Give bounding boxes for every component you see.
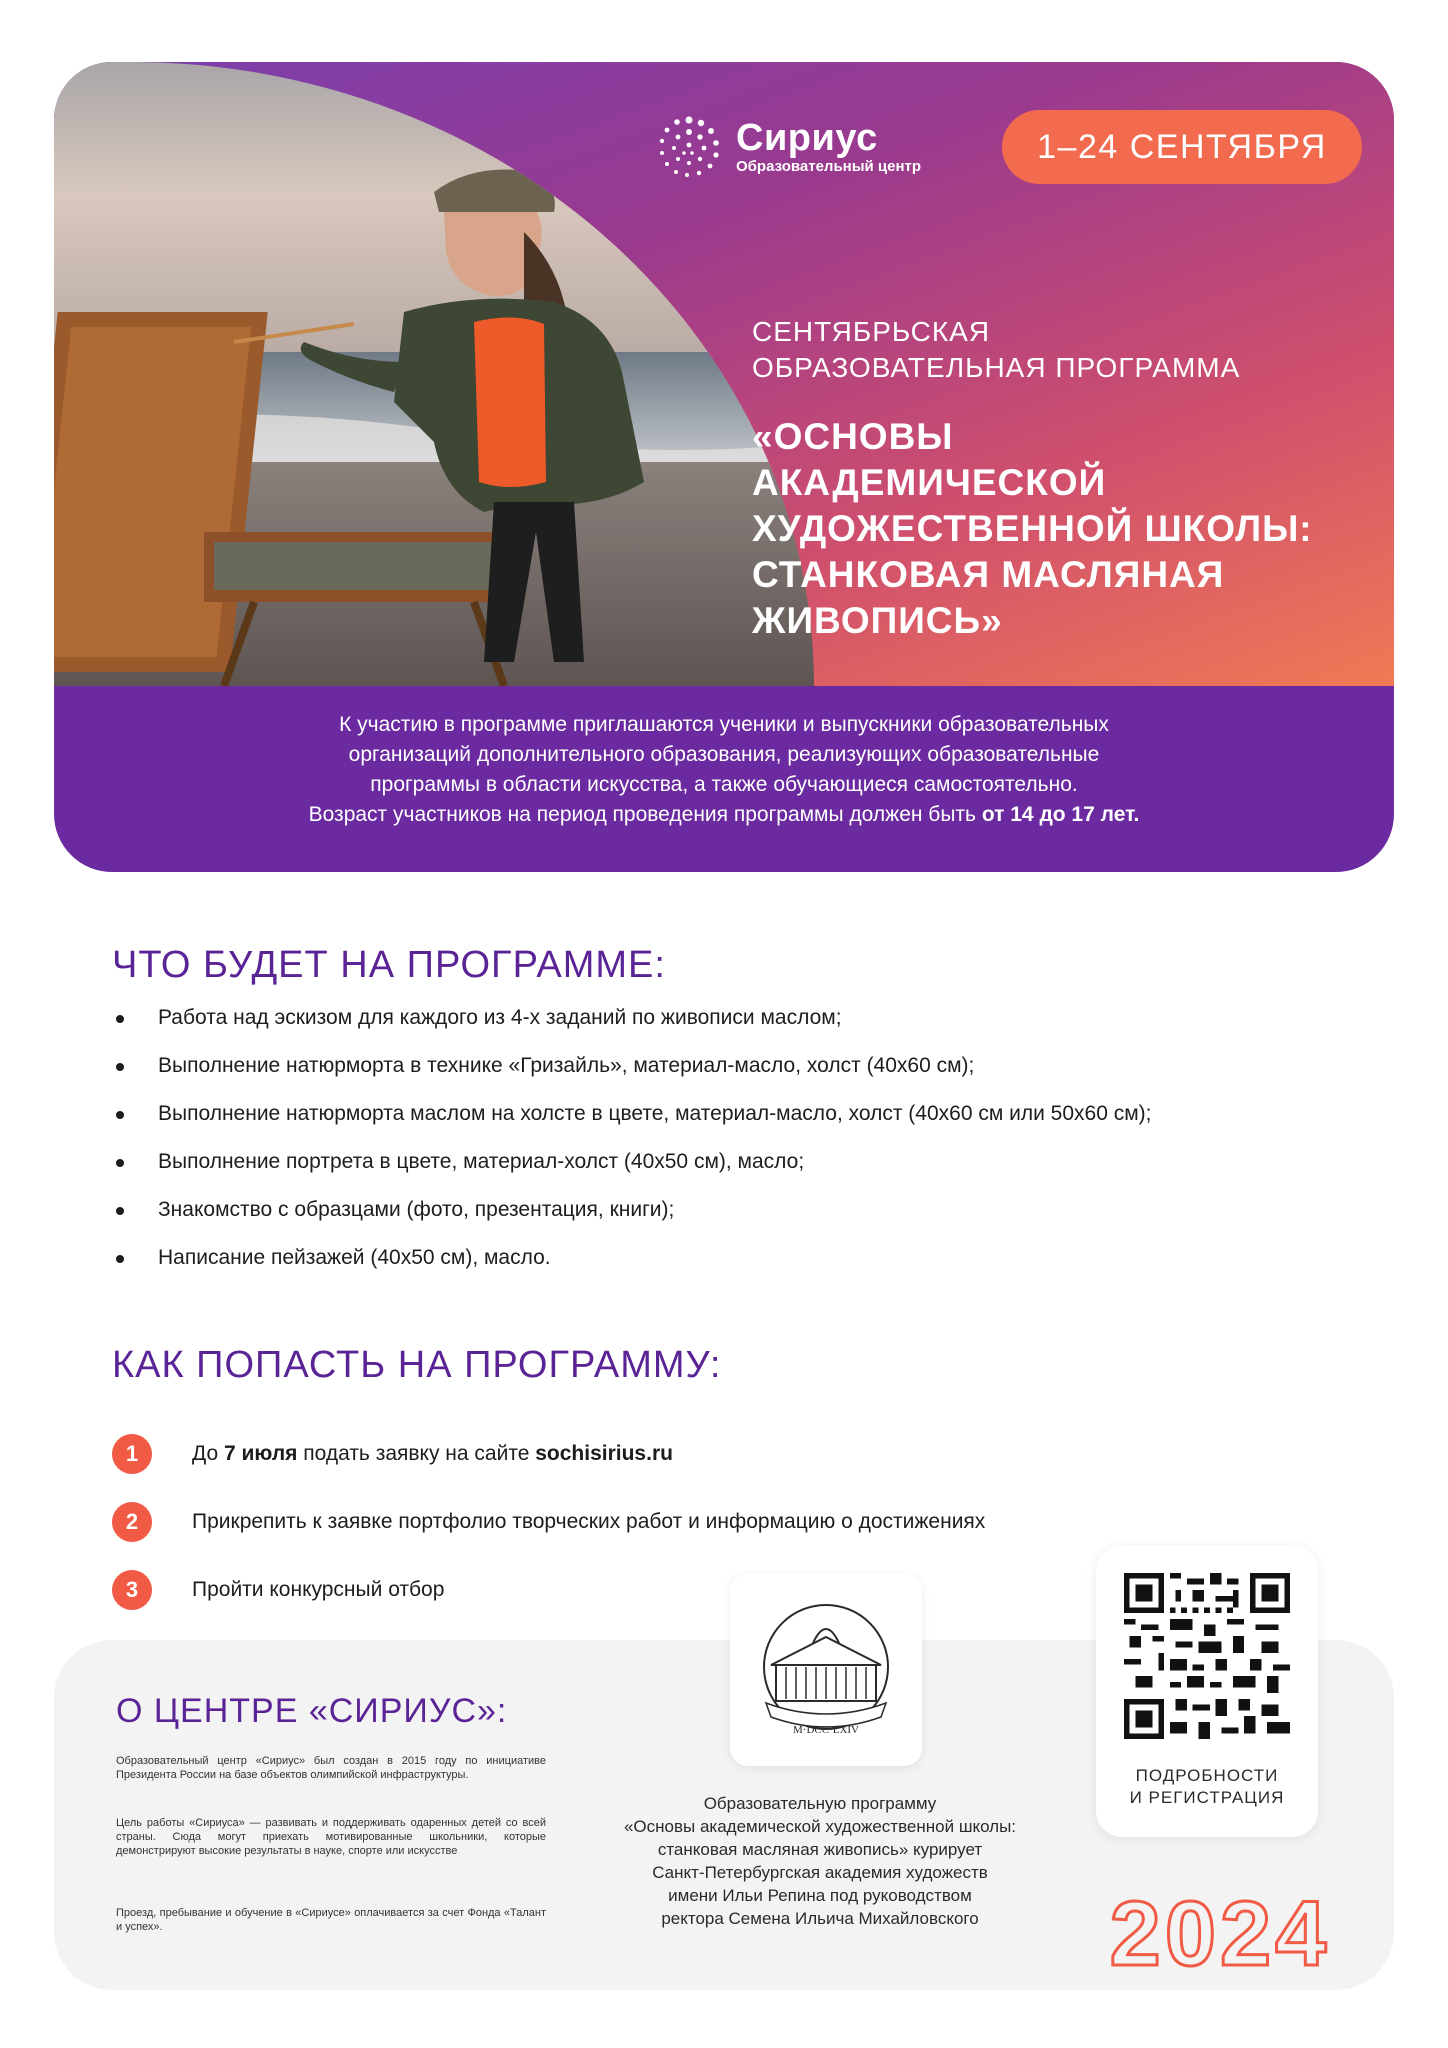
age-line (54, 800, 1394, 830)
qr-label-line: И РЕГИСТРАЦИЯ (1129, 1788, 1285, 1807)
curator-line: ректора Семена Ильича Михайловского (661, 1909, 979, 1928)
logo-subtitle: Образовательный центр (736, 158, 922, 175)
step-text (192, 1442, 673, 1466)
step-item (112, 1488, 1212, 1556)
program-type (752, 314, 1352, 386)
qr-card[interactable] (1096, 1545, 1318, 1837)
age-range: от 14 до 17 лет. (981, 803, 1140, 826)
program-type-line: ОБРАЗОВАТЕЛЬНАЯ ПРОГРАММА (752, 352, 1241, 383)
list-item: Выполнение натюрморта маслом на холсте в цвете, материал-масло, холст (40х60 см или 50х60 см); (112, 1100, 1332, 1128)
academy-seal-icon (751, 1595, 901, 1745)
about-heading: О ЦЕНТРЕ «СИРИУС»: (116, 1692, 508, 1730)
list-item: Работа над эскизом для каждого из 4-х заданий по живописи маслом; (112, 1004, 1332, 1032)
step-number: 3 (112, 1570, 152, 1610)
website-link[interactable]: sochisirius.ru (535, 1442, 673, 1465)
step-text-part: подать заявку на сайте (297, 1442, 536, 1465)
academy-logo-card (730, 1574, 922, 1766)
eligibility-text (54, 710, 1394, 830)
eligibility-line: программы в области искусства, а также обучающиеся самостоятельно. (370, 773, 1078, 796)
curator-line: станковая масляная живопись» курирует (657, 1840, 983, 1859)
program-title-line: ЖИВОПИСЬ» (752, 600, 1003, 641)
list-item: Выполнение натюрморта в технике «Гризайль», материал-масло, холст (40х60 см); (112, 1052, 1332, 1080)
qr-label (1096, 1765, 1318, 1809)
program-title-line: СТАНКОВАЯ МАСЛЯНАЯ (752, 554, 1225, 595)
step-item (112, 1420, 1212, 1488)
program-heading: ЧТО БУДЕТ НА ПРОГРАММЕ: (112, 944, 666, 986)
eligibility-line: К участию в программе приглашаются ученики и выпускники образовательных (339, 713, 1109, 736)
list-item: Выполнение портрета в цвете, материал-холст (40х50 см), масло; (112, 1148, 1332, 1176)
logo-title: Сириус (736, 117, 878, 159)
year-label: 2024 (1109, 1883, 1331, 1985)
program-type-line: СЕНТЯБРЬСКАЯ (752, 316, 991, 347)
howto-heading: КАК ПОПАСТЬ НА ПРОГРАММУ: (112, 1344, 722, 1386)
logo-text (736, 118, 921, 176)
step-number: 1 (112, 1434, 152, 1474)
list-item: Знакомство с образцами (фото, презентация, книги); (112, 1196, 1332, 1224)
sirius-logo[interactable] (654, 112, 921, 182)
step-text: Прикрепить к заявке портфолио творческих работ и информацию о достижениях (192, 1510, 986, 1533)
curator-line: Образовательную программу (703, 1794, 937, 1813)
sirius-logo-icon (654, 112, 724, 182)
program-title-line: АКАДЕМИЧЕСКОЙ (752, 462, 1107, 503)
program-title-line: ХУДОЖЕСТВЕННОЙ ШКОЛЫ: (752, 508, 1313, 549)
age-text: Возраст участников на период проведения программы должен быть (308, 803, 982, 826)
steps-list (112, 1420, 1212, 1624)
step-number: 2 (112, 1502, 152, 1542)
date-badge: 1–24 СЕНТЯБРЯ (1002, 110, 1362, 184)
list-item: Написание пейзажей (40х50 см), масло. (112, 1244, 1332, 1272)
academy-seal-text: M·DCC·LXIV (793, 1724, 859, 1736)
program-title-line: «ОСНОВЫ (752, 416, 954, 457)
about-paragraph: Проезд, пребывание и обучение в «Сириусе» оплачивается за счет Фонда «Талант и успех». (116, 1907, 546, 1933)
curator-text (570, 1792, 1070, 1930)
step-item (112, 1556, 1212, 1624)
eligibility-line: организаций дополнительного образования, реализующих образовательные (348, 743, 1100, 766)
hero-banner (54, 62, 1394, 872)
deadline: 7 июля (223, 1442, 298, 1465)
program-title (752, 414, 1372, 644)
step-text-part: До (192, 1442, 224, 1465)
qr-code-icon[interactable] (1124, 1573, 1290, 1739)
curator-line: «Основы академической художественной школы: (623, 1817, 1017, 1836)
about-paragraph: Цель работы «Сириуса» — развивать и поддерживать одаренных детей со всей страны. Сюда могут приехать мотивированные школьники, которые демонстрируют высокие результаты в науке, спорте или искусстве (116, 1817, 546, 1857)
qr-label-line: ПОДРОБНОСТИ (1135, 1766, 1279, 1785)
curator-line: Санкт-Петербургская академия художеств (652, 1863, 988, 1882)
about-paragraph: Образовательный центр «Сириус» был создан в 2015 году по инициативе Президента России на базе объектов олимпийской инфраструктуры. (116, 1755, 546, 1781)
curator-line: имени Ильи Репина под руководством (668, 1886, 972, 1905)
program-list (112, 1004, 1332, 1292)
step-text: Пройти конкурсный отбор (192, 1578, 445, 1601)
